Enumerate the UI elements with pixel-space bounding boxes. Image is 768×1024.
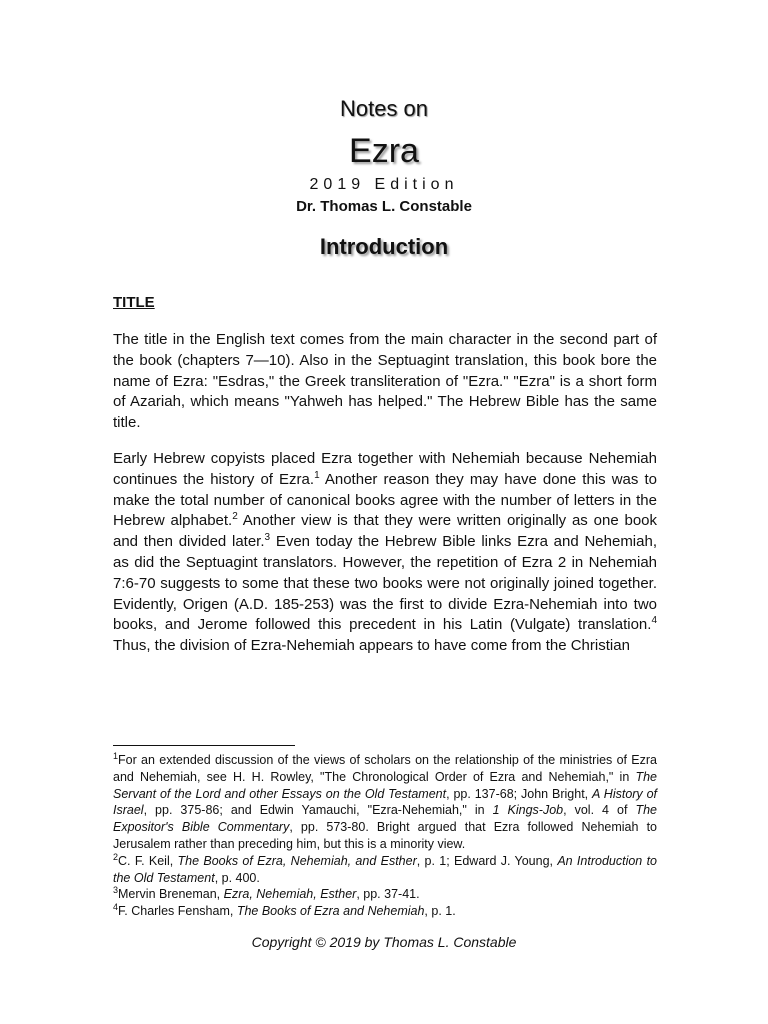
footnote-citation-title: The Servant of the Lord and other Essays on the Old Testament bbox=[113, 769, 657, 801]
footnote-ref-2[interactable]: 2 bbox=[232, 511, 238, 523]
footnote-citation-title: The Books of Ezra, Nehemiah, and Esther bbox=[177, 853, 417, 868]
title-heading: TITLE bbox=[113, 294, 155, 311]
footnote-number: 4 bbox=[113, 902, 119, 913]
footnote-text: C. F. Keil, bbox=[118, 853, 178, 868]
footnote-text: , p. 1. bbox=[424, 904, 456, 919]
footnote-number: 2 bbox=[113, 851, 119, 862]
book-title: Ezra bbox=[349, 132, 419, 170]
para2-text-e: Thus, the division of Ezra-Nehemiah appears to have come from the Christian bbox=[113, 637, 630, 655]
footnote-citation-title: 1 Kings-Job bbox=[492, 803, 564, 818]
footnote-divider bbox=[113, 745, 295, 746]
footnote-citation-title: Ezra, Nehemiah, Esther bbox=[223, 887, 357, 902]
footnote-3 bbox=[113, 886, 657, 903]
footnote-number: 3 bbox=[113, 885, 119, 896]
para2-text-a: Early Hebrew copyists placed Ezra together with Nehemiah because Nehemiah continues the history of Ezra. bbox=[113, 450, 657, 488]
paragraph-1: The title in the English text comes from the main character in the second part of the book (chapters 7—10). Also in the Septuagint translation, this book bore the name of Ezra: "Esdras," the Greek transliteration of "Ezra." "Ezra" is a short form of Azariah, which means "Yahweh has helped." The Hebrew Bible has the same title. bbox=[113, 331, 657, 432]
footnote-text: For an extended discussion of the views of scholars on the relationship of the ministries of Ezra and Nehemiah, see H. H. Rowley, "The Chronological Order of Ezra and Nehemiah," in bbox=[113, 753, 657, 784]
footnote-text: , pp. 375-86; and Edwin Yamauchi, "Ezra-Nehemiah," in bbox=[143, 803, 493, 818]
footnote-number: 1 bbox=[113, 750, 119, 761]
footnote-text: , vol. 4 of bbox=[563, 803, 636, 818]
footnote-text: , pp. 37-41. bbox=[356, 887, 420, 902]
notes-on-label: Notes on bbox=[339, 96, 429, 121]
footnote-text: Mervin Breneman, bbox=[118, 887, 224, 902]
footnote-text: , p. 400. bbox=[214, 870, 260, 885]
footnote-ref-3[interactable]: 3 bbox=[264, 532, 271, 544]
footnote-text: F. Charles Fensham, bbox=[118, 904, 237, 919]
footnote-text: , p. 1; Edward J. Young, bbox=[416, 853, 558, 868]
author-name: Dr. Thomas L. Constable bbox=[296, 198, 472, 215]
para2-text-d: Even today the Hebrew Bible links Ezra and Nehemiah, as did the Septuagint translators. However, the repetition of Ezra 2 in Nehemiah 7:6-70 suggests to some that these two books were not originally joined together. Evidently, Origen (A.D. 185-253) was the first to divide Ezra-Nehemiah into two books, and Jerome followed this precedent in his Latin (Vulgate) translation. bbox=[113, 533, 657, 634]
footnote-ref-4[interactable]: 4 bbox=[651, 615, 657, 627]
footnote-4 bbox=[113, 903, 657, 920]
para2-text-b: Another reason they may have done this was to make the total number of canonical books agree with the number of letters in the Hebrew alphabet. bbox=[113, 470, 657, 530]
footnote-citation-title: A History of Israel bbox=[113, 786, 658, 818]
footnote-citation-title: The Expositor's Bible Commentary bbox=[113, 803, 657, 835]
footnote-citation-title: The Books of Ezra and Nehemiah bbox=[236, 904, 425, 919]
footnote-citation-title: An Introduction to the Old Testament bbox=[113, 853, 657, 885]
copyright-notice: Copyright © 2019 by Thomas L. Constable bbox=[251, 934, 517, 950]
para2-text-c: Another view is that they were written originally as one book and then divided later. bbox=[113, 512, 658, 551]
footnote-text: , pp. 137-68; John Bright, bbox=[446, 786, 593, 801]
footnote-1 bbox=[113, 752, 657, 853]
footnotes bbox=[113, 752, 657, 920]
footnote-ref-1[interactable]: 1 bbox=[314, 469, 320, 481]
section-title: Introduction bbox=[319, 234, 449, 259]
edition-label: 2019 Edition bbox=[309, 176, 459, 193]
footnote-text: , pp. 573-80. Bright argued that Ezra followed Nehemiah to Jerusalem rather than preceding him, but this is a minority view. bbox=[113, 820, 657, 851]
footnote-2 bbox=[113, 853, 657, 887]
paragraph-2 bbox=[113, 449, 657, 657]
